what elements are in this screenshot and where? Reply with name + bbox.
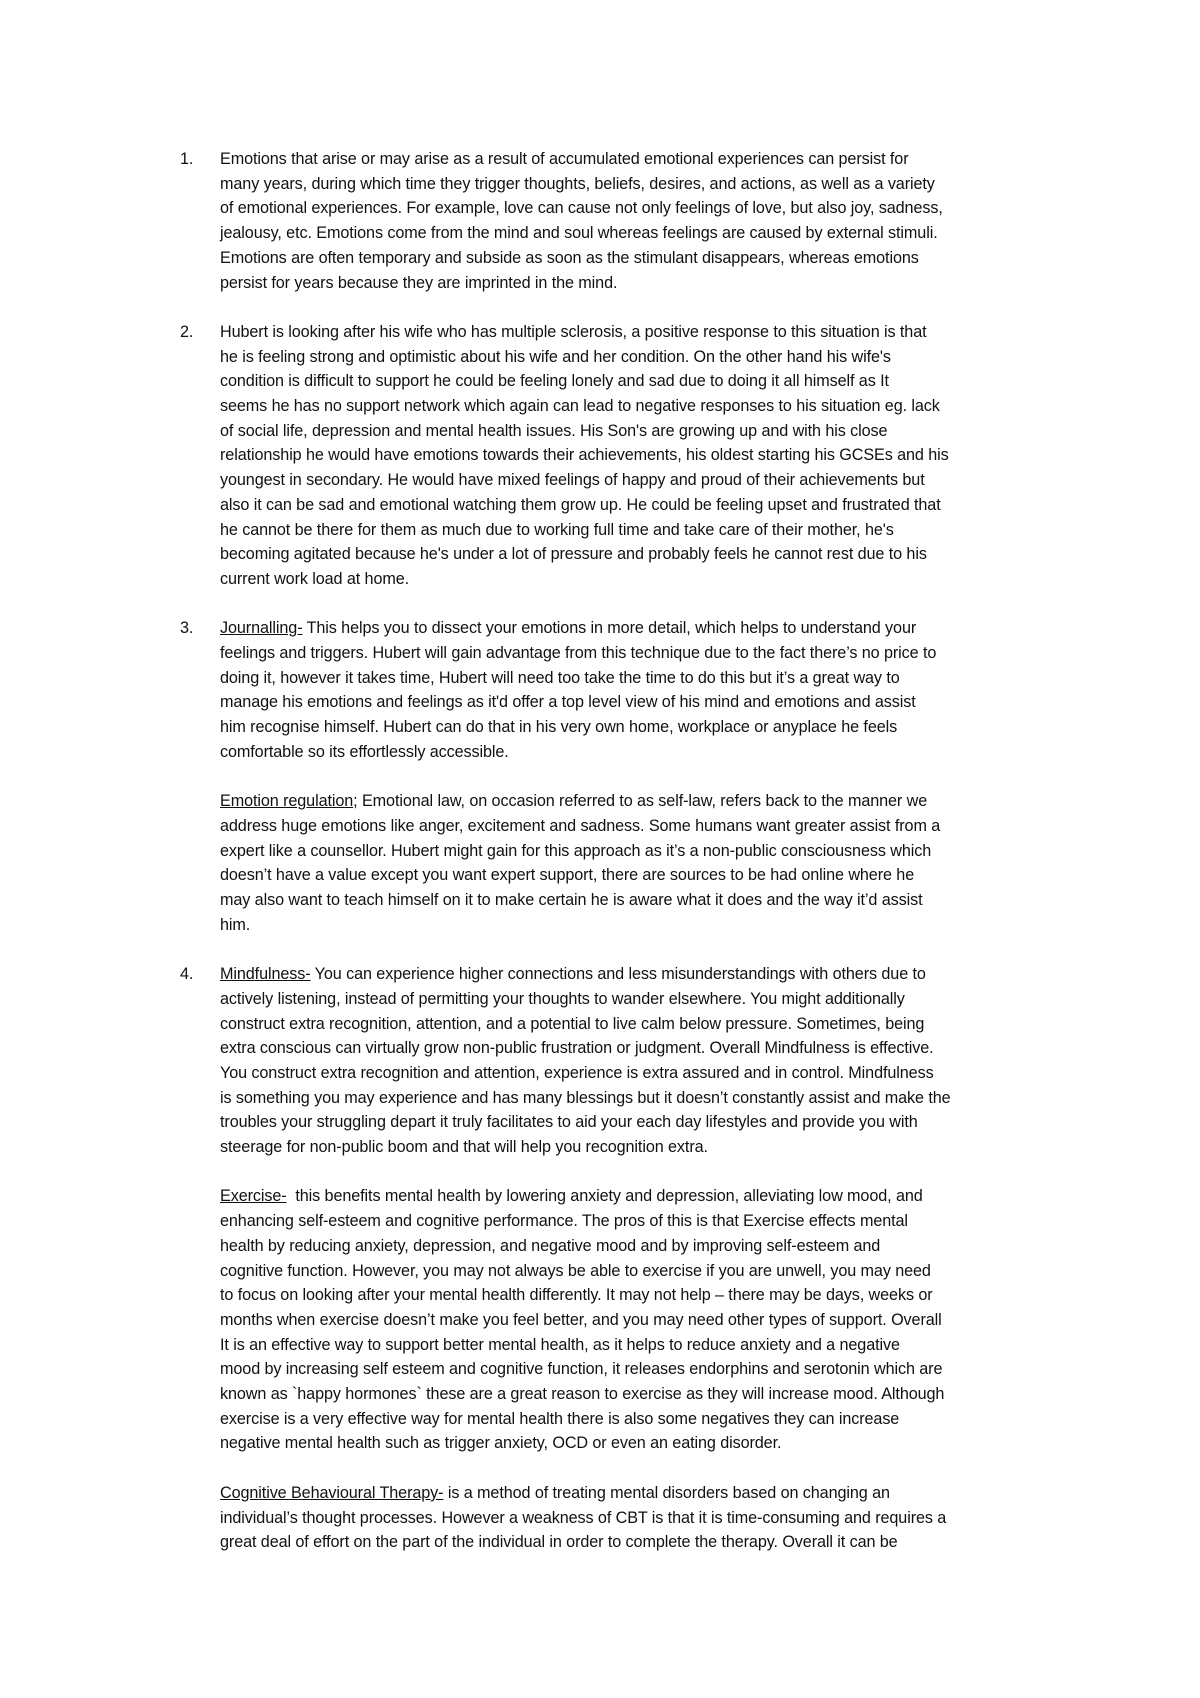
text-line: relationship he would have emotions towards their achievements, his oldest starting his GCSEs and his <box>220 446 949 465</box>
document-body <box>180 147 1070 1580</box>
text-line: extra conscious can virtually grow non-public frustration or judgment. Overall Mindfulness is effective. <box>220 1039 934 1058</box>
text-line: him. <box>220 915 251 934</box>
section-heading: Journalling- <box>220 619 303 638</box>
text-line: actively listening, instead of permitting your thoughts to wander elsewhere. You might additionally <box>220 989 905 1008</box>
section-heading: Mindfulness- <box>220 965 311 984</box>
list-item-number: 2. <box>180 322 194 341</box>
text-line: is something you may experience and has many blessings but it doesn’t constantly assist and make the <box>220 1088 951 1107</box>
paragraph <box>220 320 1070 592</box>
text-line: also it can be sad and emotional watching them grow up. He could be feeling upset and frustrated that <box>220 495 941 514</box>
text-line: jealousy, etc. Emotions come from the mind and soul whereas feelings are caused by external stimuli. <box>220 224 938 243</box>
text-line <box>220 789 1070 814</box>
paragraph <box>220 962 1070 1160</box>
text-line: mood by increasing self esteem and cognitive function, it releases endorphins and serotonin which are <box>220 1360 943 1379</box>
text-line: he is feeling strong and optimistic about his wife and her condition. On the other hand his wife's <box>220 347 891 366</box>
list-item-number: 3. <box>180 619 194 638</box>
text-line: It is an effective way to support better mental health, as it helps to reduce anxiety and a negative <box>220 1335 900 1354</box>
paragraph <box>220 147 1070 295</box>
text-line: may also want to teach himself on it to make certain he is aware what it does and the way it’d assist <box>220 891 923 910</box>
text-line: becoming agitated because he's under a lot of pressure and probably feels he cannot rest due to his <box>220 545 927 564</box>
text-line <box>220 616 1070 641</box>
heading-trailing-text: is a method of treating mental disorders based on changing an <box>443 1483 890 1502</box>
text-line: expert like a counsellor. Hubert might gain for this approach as it’s a non-public consciousness which <box>220 841 932 860</box>
list-item-number: 4. <box>180 965 194 984</box>
heading-trailing-text: this benefits mental health by lowering anxiety and depression, alleviating low mood, and <box>286 1187 923 1206</box>
text-line: doesn’t have a value except you want expert support, there are sources to be had online where he <box>220 866 915 885</box>
text-line: steerage for non-public boom and that will help you recognition extra. <box>220 1138 708 1157</box>
paragraph <box>220 789 1070 937</box>
text-line: construct extra recognition, attention, and a potential to live calm below pressure. Sometimes, being <box>220 1014 925 1033</box>
text-line: seems he has no support network which again can lead to negative responses to his situation eg. lack <box>220 397 940 416</box>
list-item <box>180 147 1070 295</box>
text-line: youngest in secondary. He would have mixed feelings of happy and proud of their achievements but <box>220 471 925 490</box>
text-line: of social life, depression and mental health issues. His Son's are growing up and with his close <box>220 421 888 440</box>
text-line: negative mental health such as trigger anxiety, OCD or even an eating disorder. <box>220 1434 782 1453</box>
text-line: cognitive function. However, you may not always be able to exercise if you are unwell, you may need <box>220 1261 931 1280</box>
text-line: great deal of effort on the part of the individual in order to complete the therapy. Overall it can be <box>220 1533 898 1552</box>
text-line: comfortable so its effortlessly accessible. <box>220 742 509 761</box>
heading-trailing-text: Emotional law, on occasion referred to as self-law, refers back to the manner we <box>357 792 928 811</box>
text-line: troubles your struggling depart it truly facilitates to aid your each day lifestyles and provide you with <box>220 1113 918 1132</box>
text-line: Emotions that arise or may arise as a result of accumulated emotional experiences can persist for <box>220 150 909 168</box>
paragraph <box>220 616 1070 764</box>
paragraph <box>220 1481 1070 1555</box>
text-line: many years, during which time they trigger thoughts, beliefs, desires, and actions, as well as a variety <box>220 174 935 193</box>
text-line: exercise is a very effective way for mental health there is also some negatives they can increase <box>220 1409 900 1428</box>
text-line: feelings and triggers. Hubert will gain advantage from this technique due to the fact there’s no price to <box>220 644 937 663</box>
text-line: individual’s thought processes. However a weakness of CBT is that it is time-consuming and requires a <box>220 1508 947 1527</box>
text-line: health by reducing anxiety, depression, and negative mood and by improving self-esteem and <box>220 1236 881 1255</box>
text-line: persist for years because they are imprinted in the mind. <box>220 273 618 292</box>
text-line: doing it, however it takes time, Hubert will need too take the time to do this but it’s a great way to <box>220 668 900 687</box>
text-line: address huge emotions like anger, excitement and sadness. Some humans want greater assist from a <box>220 816 941 835</box>
list-item-number: 1. <box>180 150 194 168</box>
list-item <box>180 320 1070 592</box>
list-item <box>180 962 1070 1555</box>
text-line: current work load at home. <box>220 569 410 588</box>
text-line: of emotional experiences. For example, love can cause not only feelings of love, but also joy, sadness, <box>220 199 943 218</box>
heading-trailing-text: This helps you to dissect your emotions in more detail, which helps to understand your <box>302 619 917 638</box>
text-line: known as `happy hormones` these are a great reason to exercise as they will increase mood. Although <box>220 1385 945 1404</box>
text-line: him recognise himself. Hubert can do that in his very own home, workplace or anyplace he feels <box>220 718 898 737</box>
text-line: enhancing self-esteem and cognitive performance. The pros of this is that Exercise effects mental <box>220 1212 908 1231</box>
text-line: to focus on looking after your mental health differently. It may not help – there may be days, weeks or <box>220 1286 933 1305</box>
text-line: Emotions are often temporary and subside as soon as the stimulant disappears, whereas emotions <box>220 248 919 267</box>
text-line: You construct extra recognition and attention, experience is extra assured and in control. Mindfulness <box>220 1063 934 1082</box>
text-line: condition is difficult to support he could be feeling lonely and sad due to doing it all himself as It <box>220 372 889 391</box>
section-heading: Exercise- <box>220 1187 287 1206</box>
paragraph <box>220 1184 1070 1456</box>
text-line: months when exercise doesn’t make you feel better, and you may need other types of support. Overall <box>220 1310 942 1329</box>
section-heading: Cognitive Behavioural Therapy- <box>220 1483 444 1502</box>
text-line: Hubert is looking after his wife who has multiple sclerosis, a positive response to this situation is that <box>220 322 927 341</box>
text-line: he cannot be there for them as much due to working full time and take care of their mother, he's <box>220 520 894 539</box>
heading-trailing-text: You can experience higher connections and less misunderstandings with others due to <box>310 965 926 984</box>
list-item <box>180 616 1070 937</box>
text-line <box>220 1481 1070 1506</box>
text-line <box>220 1184 1070 1209</box>
text-line <box>220 962 1070 987</box>
section-heading: Emotion regulation; <box>220 792 358 811</box>
text-line: manage his emotions and feelings as it'd offer a top level view of his mind and emotions and assist <box>220 693 916 712</box>
